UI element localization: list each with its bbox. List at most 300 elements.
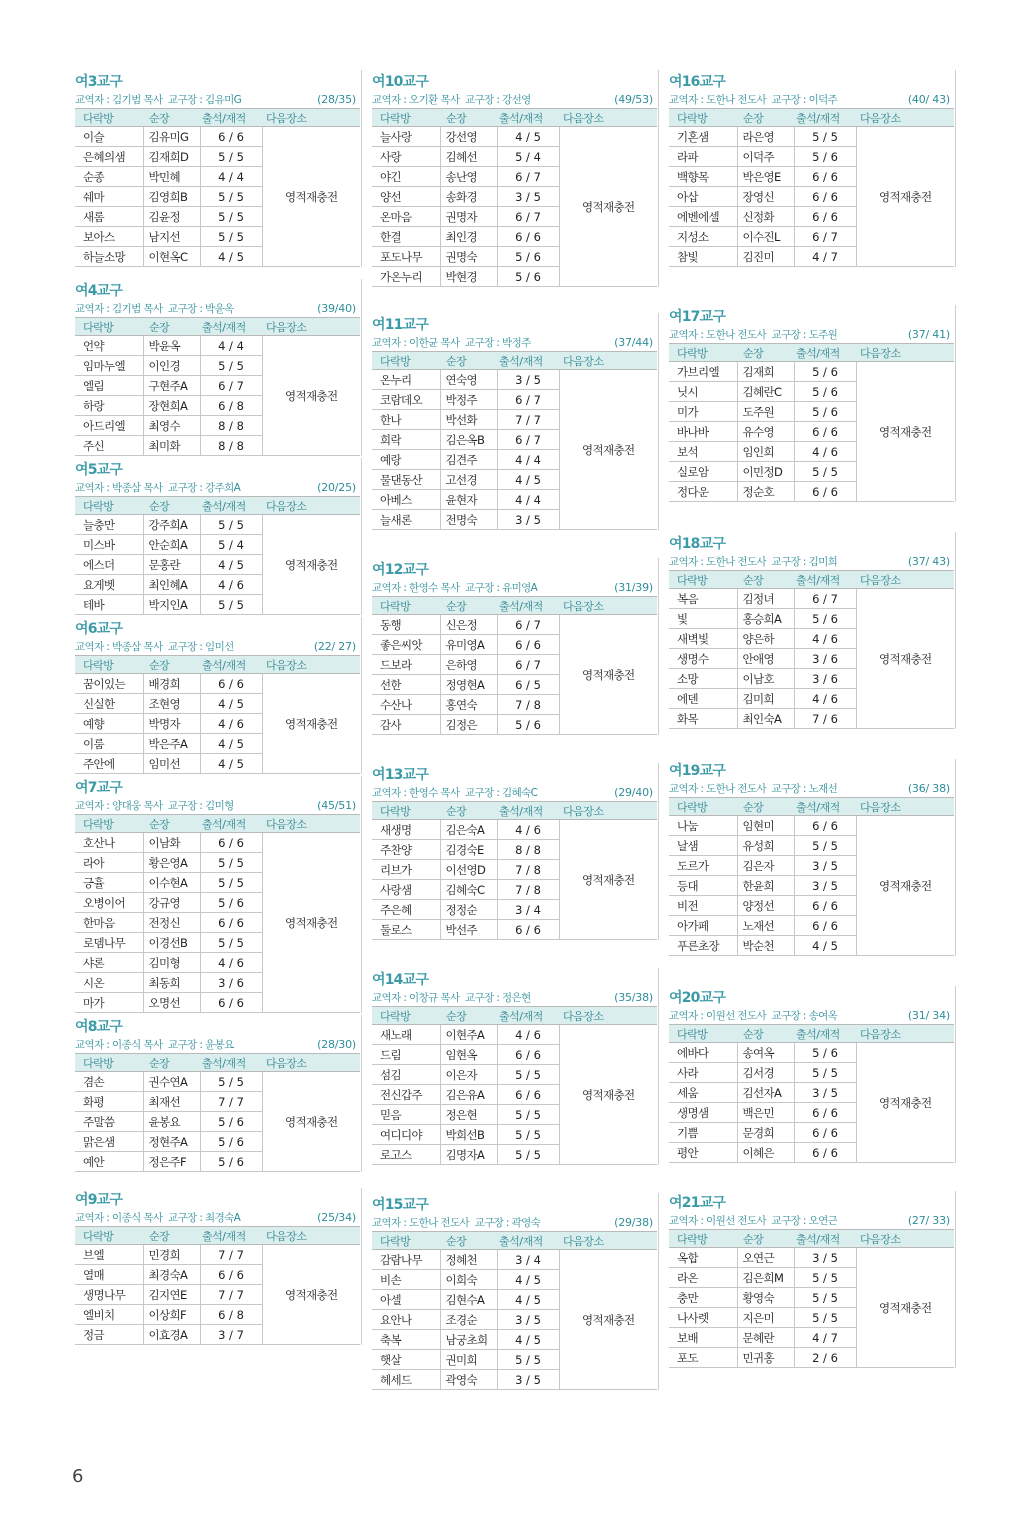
attendance-value: 6 / 6	[200, 674, 262, 694]
group-name: 한나	[372, 410, 440, 430]
leader-name: 구현주A	[143, 376, 200, 396]
pastor-label: 교역자 : 이종식 목사	[75, 1039, 163, 1051]
group-name: 온누리	[372, 370, 440, 390]
leader-name: 은하영	[440, 655, 497, 675]
attendance-value: 3 / 6	[794, 649, 856, 669]
group-name: 아가페	[669, 916, 737, 936]
group-name: 아셀	[372, 1290, 440, 1310]
header-group: 다락방	[372, 109, 440, 127]
leader-name: 이혜은	[737, 1143, 794, 1163]
group-name: 호산나	[75, 833, 143, 853]
group-name: 하랑	[75, 396, 143, 416]
attendance-value: 3 / 5	[794, 1083, 856, 1103]
district-section	[75, 1186, 362, 1345]
next-place: 영적재충전	[262, 515, 360, 615]
header-next-place: 다음장소	[856, 109, 954, 127]
header-group: 다락방	[372, 352, 440, 370]
attendance-value: 5 / 6	[200, 1132, 262, 1152]
district-info	[75, 91, 362, 108]
table-header-row	[75, 656, 360, 674]
next-place: 영적재충전	[856, 816, 954, 956]
group-table	[372, 1006, 657, 1165]
leader-name: 박명자	[143, 714, 200, 734]
leader-name: 송화경	[440, 187, 497, 207]
attendance-value: 4 / 4	[497, 450, 559, 470]
group-name: 양선	[372, 187, 440, 207]
group-name: 코람데오	[372, 390, 440, 410]
attendance-value: 6 / 7	[794, 589, 856, 609]
table-header-row	[372, 597, 657, 615]
leader-name: 권미희	[440, 1350, 497, 1370]
attendance-value: 4 / 5	[497, 1330, 559, 1350]
group-table	[372, 801, 657, 940]
district-staff	[669, 327, 837, 344]
attendance-value: 7 / 8	[497, 880, 559, 900]
header-leader: 순장	[737, 1230, 794, 1248]
group-name: 라온	[669, 1268, 737, 1288]
leader-name: 오연근	[737, 1248, 794, 1268]
district-title: 여19교구	[669, 763, 726, 779]
leader-name: 신은정	[440, 615, 497, 635]
leader-name: 이현주A	[440, 1025, 497, 1045]
group-name: 로뎀나무	[75, 933, 143, 953]
district-staff	[669, 781, 837, 798]
attendance-count: (40/ 43)	[907, 93, 950, 106]
leader-name: 최인숙A	[737, 709, 794, 729]
group-name: 생명수	[669, 649, 737, 669]
attendance-value: 6 / 6	[200, 913, 262, 933]
group-name: 세움	[669, 1083, 737, 1103]
district-section	[669, 757, 956, 956]
attendance-value: 3 / 4	[497, 1250, 559, 1270]
table-row	[669, 589, 954, 609]
table-header-row	[75, 1227, 360, 1245]
leader-name: 김재희	[737, 362, 794, 382]
leader-name: 정현주A	[143, 1132, 200, 1152]
next-place: 영적재충전	[559, 1025, 657, 1165]
next-place: 영적재충전	[262, 1245, 360, 1345]
district-info	[75, 1209, 362, 1226]
table-header-row	[669, 798, 954, 816]
leader-name: 김은숙A	[440, 820, 497, 840]
header-next-place: 다음장소	[856, 571, 954, 589]
group-name: 주안에	[75, 754, 143, 774]
next-place: 영적재충전	[856, 1248, 954, 1368]
group-name: 평안	[669, 1143, 737, 1163]
leader-name: 권명숙	[440, 247, 497, 267]
header-attendance: 출석/재적	[200, 1054, 262, 1072]
district-title: 여8교구	[75, 1019, 123, 1035]
district-staff	[669, 554, 837, 571]
attendance-value: 6 / 6	[497, 227, 559, 247]
group-name: 감람나무	[372, 1250, 440, 1270]
pastor-label: 교역자 : 박종삼 목사	[75, 482, 163, 494]
group-table	[669, 570, 954, 729]
group-name: 푸른초장	[669, 936, 737, 956]
leader-name: 이상희F	[143, 1305, 200, 1325]
group-name: 햇살	[372, 1350, 440, 1370]
attendance-value: 5 / 6	[794, 362, 856, 382]
leader-name: 김유미G	[143, 127, 200, 147]
group-name: 예랑	[372, 450, 440, 470]
district-section	[669, 68, 956, 267]
group-name: 주말씀	[75, 1112, 143, 1132]
attendance-value: 5 / 6	[497, 247, 559, 267]
attendance-count: (39/40)	[317, 302, 356, 315]
district-staff	[75, 798, 234, 815]
table-row	[75, 674, 360, 694]
group-name: 엘림	[75, 376, 143, 396]
district-staff	[669, 92, 837, 109]
attendance-value: 4 / 5	[497, 1290, 559, 1310]
attendance-count: (36/ 38)	[907, 782, 950, 795]
group-name: 언약	[75, 336, 143, 356]
attendance-value: 4 / 5	[497, 470, 559, 490]
leader-name: 이은자	[440, 1065, 497, 1085]
group-name: 닛시	[669, 382, 737, 402]
attendance-value: 6 / 6	[200, 1265, 262, 1285]
district-staff	[75, 301, 234, 318]
group-name: 아베스	[372, 490, 440, 510]
group-name: 에덴	[669, 689, 737, 709]
group-name: 새생명	[372, 820, 440, 840]
table-row	[669, 362, 954, 382]
leader-name: 윤봉요	[143, 1112, 200, 1132]
header-leader: 순장	[737, 1025, 794, 1043]
group-name: 야긴	[372, 167, 440, 187]
header-attendance: 출석/재적	[794, 571, 856, 589]
header-next-place: 다음장소	[856, 344, 954, 362]
group-name: 헤세드	[372, 1370, 440, 1390]
group-name: 이슬	[75, 127, 143, 147]
leader-name: 박현경	[440, 267, 497, 287]
group-name: 날샘	[669, 836, 737, 856]
group-name: 나눔	[669, 816, 737, 836]
attendance-value: 6 / 6	[794, 167, 856, 187]
leader-name: 김영희B	[143, 187, 200, 207]
attendance-value: 4 / 6	[497, 1025, 559, 1045]
header-attendance: 출석/재적	[497, 1232, 559, 1250]
table-header-row	[75, 497, 360, 515]
district-section	[669, 530, 956, 729]
header-next-place: 다음장소	[559, 597, 657, 615]
leader-name: 배경희	[143, 674, 200, 694]
district-title: 여10교구	[372, 74, 429, 90]
leader-name: 권수연A	[143, 1072, 200, 1092]
district-info	[75, 479, 362, 496]
group-name: 기쁨	[669, 1123, 737, 1143]
district-staff	[75, 92, 241, 109]
attendance-value: 6 / 7	[497, 167, 559, 187]
group-name: 하늘소망	[75, 247, 143, 267]
table-header-row	[669, 109, 954, 127]
leader-name: 남지선	[143, 227, 200, 247]
attendance-value: 7 / 7	[200, 1092, 262, 1112]
group-name: 동행	[372, 615, 440, 635]
group-name: 감사	[372, 715, 440, 735]
attendance-value: 6 / 6	[200, 833, 262, 853]
table-header-row	[75, 815, 360, 833]
leader-name: 김혜숙C	[440, 880, 497, 900]
group-name: 한마음	[75, 913, 143, 933]
attendance-value: 5 / 5	[200, 207, 262, 227]
attendance-count: (25/34)	[317, 1211, 356, 1224]
group-name: 리브가	[372, 860, 440, 880]
leader-name: 김진미	[737, 247, 794, 267]
group-name: 주찬양	[372, 840, 440, 860]
leader-name: 민경희	[143, 1245, 200, 1265]
header-group: 다락방	[669, 1230, 737, 1248]
leader-name: 이남호	[737, 669, 794, 689]
header-attendance: 출석/재적	[497, 802, 559, 820]
group-name: 둘로스	[372, 920, 440, 940]
district-info	[75, 638, 362, 655]
leader-name: 양정선	[737, 896, 794, 916]
table-row	[669, 816, 954, 836]
leader-name: 박선화	[440, 410, 497, 430]
attendance-value: 5 / 6	[794, 402, 856, 422]
attendance-value: 7 / 7	[200, 1285, 262, 1305]
group-name: 여디디야	[372, 1125, 440, 1145]
attendance-count: (29/40)	[614, 786, 653, 799]
group-name: 긍휼	[75, 873, 143, 893]
attendance-count: (28/30)	[317, 1038, 356, 1051]
attendance-value: 3 / 5	[794, 1248, 856, 1268]
attendance-value: 4 / 4	[200, 167, 262, 187]
pastor-label: 교역자 : 김기범 목사	[75, 94, 163, 106]
attendance-value: 4 / 5	[794, 936, 856, 956]
table-header-row	[75, 109, 360, 127]
header-attendance: 출석/재적	[200, 497, 262, 515]
header-next-place: 다음장소	[262, 1227, 360, 1245]
next-place: 영적재충전	[262, 1072, 360, 1172]
attendance-value: 5 / 5	[794, 462, 856, 482]
header-group: 다락방	[669, 571, 737, 589]
district-info	[372, 989, 659, 1006]
table-row	[372, 820, 657, 840]
group-name: 순종	[75, 167, 143, 187]
header-group: 다락방	[75, 109, 143, 127]
group-name: 신실한	[75, 694, 143, 714]
header-group: 다락방	[75, 1054, 143, 1072]
group-name: 맑은샘	[75, 1132, 143, 1152]
header-attendance: 출석/재적	[794, 798, 856, 816]
header-attendance: 출석/재적	[497, 1007, 559, 1025]
header-attendance: 출석/재적	[497, 109, 559, 127]
table-header-row	[669, 1230, 954, 1248]
leader-name: 임미선	[143, 754, 200, 774]
header-leader: 순장	[737, 798, 794, 816]
next-place: 영적재충전	[262, 674, 360, 774]
district-section	[75, 277, 362, 456]
pastor-label: 교역자 : 도한나 전도사	[669, 556, 767, 568]
district-title: 여7교구	[75, 780, 123, 796]
district-staff	[75, 639, 234, 656]
header-attendance: 출석/재적	[794, 1025, 856, 1043]
leader-name: 유수영	[737, 422, 794, 442]
group-name: 전신갑주	[372, 1085, 440, 1105]
group-name: 사랑샘	[372, 880, 440, 900]
attendance-count: (28/35)	[317, 93, 356, 106]
table-row	[372, 127, 657, 147]
attendance-value: 6 / 7	[497, 615, 559, 635]
district-info	[669, 91, 956, 108]
group-name: 마가	[75, 993, 143, 1013]
pastor-label: 교역자 : 도한나 전도사	[669, 329, 767, 341]
leader-name: 라은영	[737, 127, 794, 147]
district-title: 여21교구	[669, 1195, 726, 1211]
leader-name: 홍연숙	[440, 695, 497, 715]
pastor-label: 교역자 : 도한나 전도사	[372, 1217, 470, 1229]
leader-name: 김윤정	[143, 207, 200, 227]
group-table	[372, 596, 657, 735]
leader-name: 임현미	[737, 816, 794, 836]
district-staff	[372, 580, 537, 597]
attendance-value: 5 / 5	[200, 595, 262, 615]
attendance-value: 5 / 5	[794, 1308, 856, 1328]
district-title: 여17교구	[669, 309, 726, 325]
group-name: 요게벳	[75, 575, 143, 595]
leader-name: 최경숙A	[143, 1265, 200, 1285]
attendance-value: 3 / 5	[497, 510, 559, 530]
group-name: 소망	[669, 669, 737, 689]
group-name: 꿈이있는	[75, 674, 143, 694]
group-name: 라아	[75, 853, 143, 873]
leader-name: 김혜란C	[737, 382, 794, 402]
next-place: 영적재충전	[559, 370, 657, 530]
pastor-label: 교역자 : 이종식 목사	[75, 1212, 163, 1224]
pastor-label: 교역자 : 한영수 목사	[372, 582, 460, 594]
header-group: 다락방	[669, 344, 737, 362]
leader-name: 문경희	[737, 1123, 794, 1143]
header-leader: 순장	[440, 1007, 497, 1025]
pastor-label: 교역자 : 도한나 전도사	[669, 94, 767, 106]
attendance-value: 7 / 8	[497, 695, 559, 715]
attendance-value: 6 / 6	[200, 993, 262, 1013]
attendance-value: 5 / 5	[497, 1105, 559, 1125]
attendance-value: 6 / 6	[794, 1123, 856, 1143]
attendance-value: 6 / 5	[497, 675, 559, 695]
group-name: 보석	[669, 442, 737, 462]
leader-label: 교구장 : 김미형	[167, 800, 234, 812]
leader-name: 강선영	[440, 127, 497, 147]
leader-name: 황은영A	[143, 853, 200, 873]
header-next-place: 다음장소	[262, 1054, 360, 1072]
attendance-value: 4 / 6	[794, 629, 856, 649]
group-name: 섬김	[372, 1065, 440, 1085]
header-next-place: 다음장소	[559, 1007, 657, 1025]
attendance-value: 5 / 6	[794, 382, 856, 402]
group-name: 에바다	[669, 1043, 737, 1063]
district-info	[75, 1036, 362, 1053]
table-row	[75, 515, 360, 535]
leader-name: 정영현A	[440, 675, 497, 695]
table-header-row	[372, 1232, 657, 1250]
leader-name: 이수진L	[737, 227, 794, 247]
attendance-value: 4 / 5	[497, 1270, 559, 1290]
district-info	[669, 326, 956, 343]
group-table	[669, 797, 954, 956]
header-next-place: 다음장소	[262, 109, 360, 127]
group-name: 아드리엘	[75, 416, 143, 436]
group-name: 예향	[75, 714, 143, 734]
group-table	[75, 814, 360, 1013]
attendance-value: 5 / 5	[497, 1350, 559, 1370]
header-group: 다락방	[75, 497, 143, 515]
district-info	[372, 1214, 659, 1231]
attendance-value: 6 / 6	[497, 635, 559, 655]
header-next-place: 다음장소	[559, 802, 657, 820]
group-name: 오병이어	[75, 893, 143, 913]
leader-name: 정정순	[440, 900, 497, 920]
header-attendance: 출석/재적	[200, 815, 262, 833]
leader-name: 전명숙	[440, 510, 497, 530]
leader-name: 유성희	[737, 836, 794, 856]
leader-name: 남궁초희	[440, 1330, 497, 1350]
attendance-value: 5 / 5	[794, 1268, 856, 1288]
pastor-label: 교역자 : 이한균 목사	[372, 337, 460, 349]
group-name: 아삽	[669, 187, 737, 207]
group-name: 정금	[75, 1325, 143, 1345]
leader-name: 이선영D	[440, 860, 497, 880]
district-staff	[372, 335, 531, 352]
leader-name: 최인혜A	[143, 575, 200, 595]
header-leader: 순장	[440, 109, 497, 127]
group-name: 기혼샘	[669, 127, 737, 147]
district-section	[669, 984, 956, 1163]
district-section	[75, 1013, 362, 1172]
attendance-value: 3 / 6	[200, 973, 262, 993]
leader-label: 교구장 : 임미선	[167, 641, 234, 653]
table-row	[372, 1250, 657, 1270]
attendance-value: 5 / 5	[200, 515, 262, 535]
leader-name: 최영수	[143, 416, 200, 436]
group-name: 예안	[75, 1152, 143, 1172]
header-group: 다락방	[669, 109, 737, 127]
attendance-value: 4 / 6	[794, 689, 856, 709]
header-next-place: 다음장소	[262, 815, 360, 833]
header-leader: 순장	[737, 571, 794, 589]
next-place: 영적재충전	[856, 127, 954, 267]
group-name: 사라	[669, 1063, 737, 1083]
attendance-value: 3 / 4	[497, 900, 559, 920]
attendance-count: (37/ 41)	[907, 328, 950, 341]
attendance-count: (31/ 34)	[907, 1009, 950, 1022]
table-row	[372, 370, 657, 390]
leader-label: 교구장 : 송여옥	[771, 1010, 838, 1022]
group-name: 옥합	[669, 1248, 737, 1268]
table-header-row	[75, 318, 360, 336]
district-info	[75, 300, 362, 317]
attendance-value: 6 / 6	[794, 896, 856, 916]
district-staff	[669, 1213, 837, 1230]
table-header-row	[372, 352, 657, 370]
header-next-place: 다음장소	[559, 109, 657, 127]
group-name: 라파	[669, 147, 737, 167]
group-name: 주은혜	[372, 900, 440, 920]
group-table	[372, 351, 657, 530]
leader-name: 김은옥B	[440, 430, 497, 450]
leader-label: 교구장 : 노재선	[771, 783, 838, 795]
leader-label: 교구장 : 박윤옥	[167, 303, 234, 315]
table-header-row	[669, 1025, 954, 1043]
district-info	[372, 784, 659, 801]
header-attendance: 출석/재적	[200, 656, 262, 674]
attendance-value: 8 / 8	[200, 436, 262, 456]
district-section	[75, 774, 362, 1013]
attendance-count: (35/38)	[614, 991, 653, 1004]
header-attendance: 출석/재적	[200, 1227, 262, 1245]
